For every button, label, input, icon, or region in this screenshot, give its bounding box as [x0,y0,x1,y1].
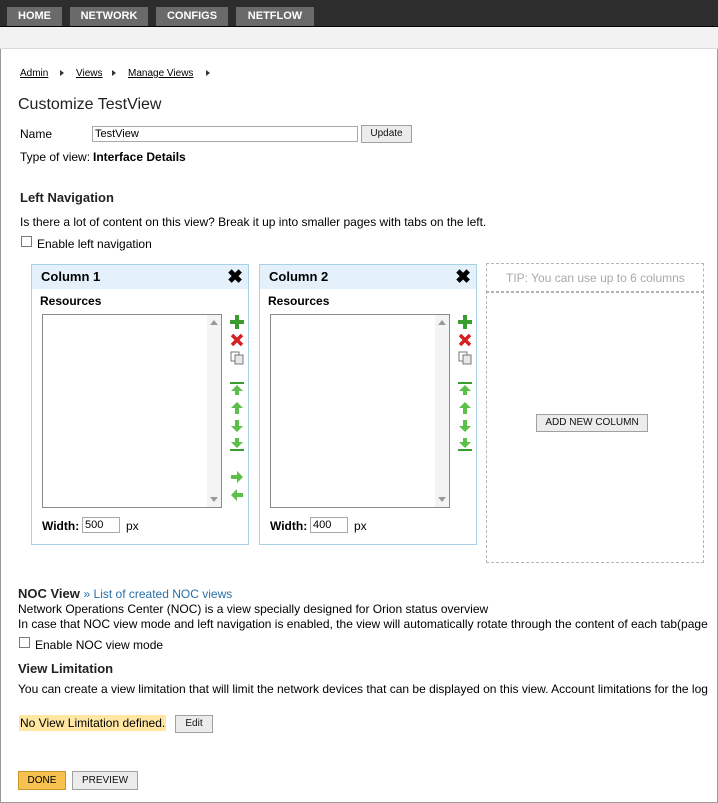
left-navigation-heading: Left Navigation [20,190,114,205]
width-input[interactable] [82,517,120,533]
move-down-icon[interactable] [230,419,244,433]
breadcrumb-arrow-icon [112,70,116,76]
page-title: Customize TestView [18,96,162,113]
view-limitation-description: You can create a view limitation that will limit the network devices that can be displayed on this view. Account limitations for the log [18,682,708,696]
width-input[interactable] [310,517,348,533]
breadcrumb-views[interactable]: Views [76,68,103,79]
move-right-icon[interactable] [230,470,244,484]
width-label: Width: [270,519,308,533]
view-name-input[interactable] [92,126,358,142]
width-unit: px [126,519,139,533]
resources-listbox[interactable] [270,314,450,508]
width-unit: px [354,519,367,533]
enable-noc-view-checkbox[interactable] [19,637,30,648]
add-resource-icon[interactable] [230,315,244,329]
sub-navigation-bar [0,27,718,49]
columns-tip: TIP: You can use up to 6 columns [506,271,685,285]
column-header [32,265,248,289]
move-up-icon[interactable] [458,401,472,415]
enable-left-navigation-label: Enable left navigation [37,237,152,251]
scroll-up-icon[interactable] [210,320,218,325]
close-icon[interactable]: ✖ [227,267,243,288]
view-limitation-heading: View Limitation [18,661,114,676]
nav-tab-home[interactable]: HOME [7,7,62,26]
noc-description: Network Operations Center (NOC) is a view specially designed for Orion status overview [18,602,489,616]
done-button[interactable]: DONE [18,771,66,790]
scroll-down-icon[interactable] [210,497,218,502]
top-navigation [0,0,718,27]
add-new-column-button[interactable]: ADD NEW COLUMN [536,414,648,432]
type-of-view-value: Interface Details [93,150,186,164]
noc-rotation-description: In case that NOC view mode and left navigation is enabled, the view will automatically rotate through the content of each tab(page [18,617,708,631]
close-icon[interactable]: ✖ [455,267,471,288]
resources-label: Resources [268,294,330,308]
move-up-icon[interactable] [230,401,244,415]
move-to-top-icon[interactable] [230,382,244,396]
add-resource-icon[interactable] [458,315,472,329]
breadcrumb-admin[interactable]: Admin [20,68,49,79]
move-to-bottom-icon[interactable] [458,437,472,451]
edit-limitation-button[interactable]: Edit [175,715,213,733]
noc-view-heading [18,586,232,601]
breadcrumb-arrow-icon [60,70,64,76]
name-label: Name [20,127,53,141]
column-2-panel [259,264,477,545]
delete-resource-icon[interactable] [458,333,472,347]
scroll-up-icon[interactable] [438,320,446,325]
width-label: Width: [42,519,80,533]
update-button[interactable]: Update [361,125,412,143]
noc-views-link[interactable]: » List of created NOC views [83,587,233,601]
column-title: Column 1 [41,269,101,284]
column-header [260,265,476,289]
move-left-icon[interactable] [230,488,244,502]
column-1-panel [31,264,249,545]
delete-resource-icon[interactable] [230,333,244,347]
resources-listbox[interactable] [42,314,222,508]
move-to-bottom-icon[interactable] [230,437,244,451]
scrollbar[interactable] [207,315,221,507]
type-of-view-label: Type of view: [20,150,91,164]
column-title: Column 2 [269,269,329,284]
enable-noc-view-label: Enable NOC view mode [35,638,164,652]
enable-left-navigation-checkbox[interactable] [21,236,32,247]
copy-resource-icon[interactable] [230,351,244,365]
breadcrumb-manage-views[interactable]: Manage Views [128,68,194,79]
resources-label: Resources [40,294,102,308]
noc-view-title: NOC View [18,586,80,601]
scroll-down-icon[interactable] [438,497,446,502]
scrollbar[interactable] [435,315,449,507]
copy-resource-icon[interactable] [458,351,472,365]
nav-tab-netflow[interactable]: NETFLOW [236,7,314,26]
move-to-top-icon[interactable] [458,382,472,396]
view-limitation-status: No View Limitation defined. [20,716,166,730]
nav-tab-configs[interactable]: CONFIGS [156,7,228,26]
preview-button[interactable]: PREVIEW [72,771,138,790]
left-navigation-description: Is there a lot of content on this view? Break it up into smaller pages with tabs on the left. [20,215,487,229]
breadcrumb-arrow-icon [206,70,210,76]
move-down-icon[interactable] [458,419,472,433]
nav-tab-network[interactable]: NETWORK [70,7,148,26]
